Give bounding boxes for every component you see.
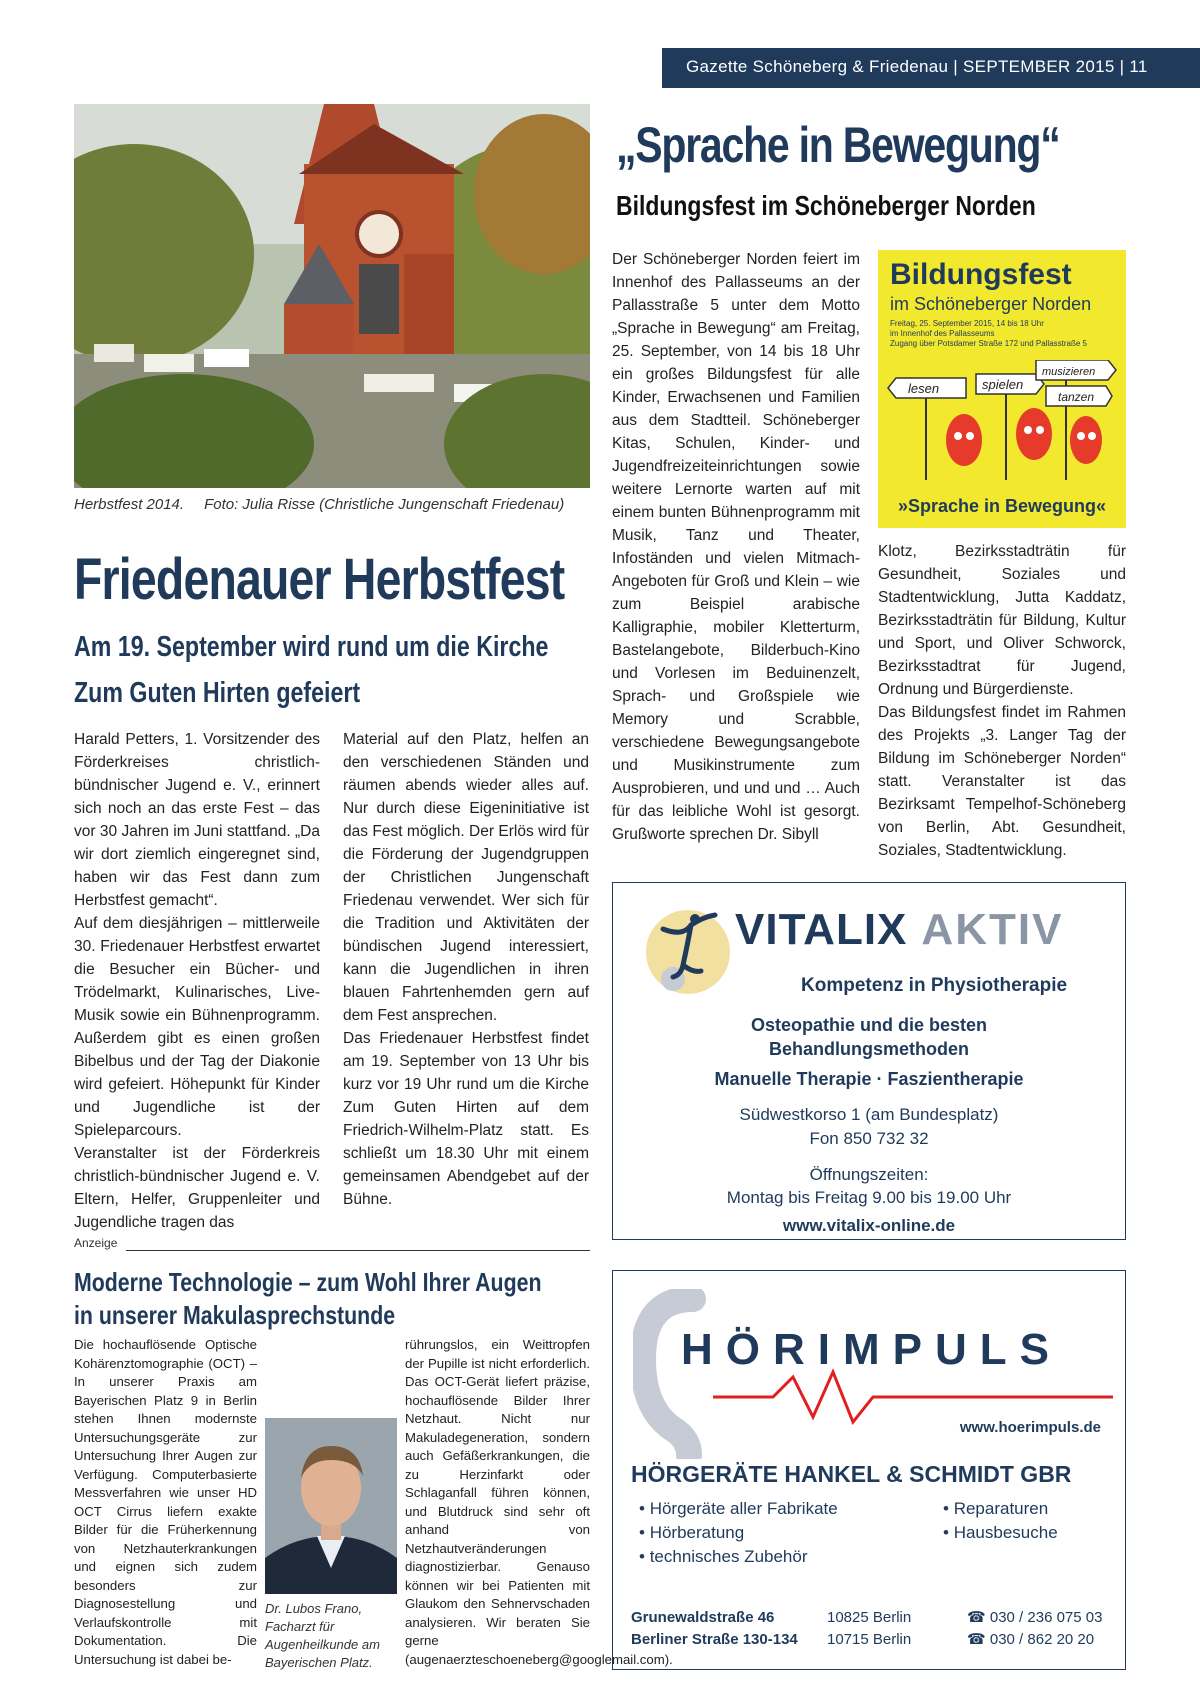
ad-divider [126, 1250, 590, 1251]
poster-info [890, 319, 1120, 349]
hoer-phones [967, 1607, 1102, 1651]
vitalix-web-link[interactable]: www.vitalix-online.de [782, 1216, 956, 1235]
list-item: • Hörgeräte aller Fabrikate [639, 1497, 838, 1521]
phone-2: ☎ 030 / 862 20 20 [967, 1631, 1095, 1648]
herbstfest-column-1 [74, 728, 320, 1234]
vitalix-tagline: Kompetenz in Physiotherapie [801, 975, 1068, 996]
article-column-1 [612, 248, 860, 846]
poster-illustration [886, 360, 1118, 490]
phone-1: ☎ 030 / 236 075 03 [967, 1609, 1103, 1626]
poster-access: Zugang über Potsdamer Straße 172 und Pallasstraße 5 [890, 339, 1087, 348]
paragraph: Der Schöneberger Norden feiert im Innenhof des Pallasseums an der Pallasstraße 5 unter dem Motto „Sprache in Bewegung“ am Freitag, 25. September, von 14 bis 18 Uhr ein großes Bildungsfest für alle Kinder, Erwachsenen und Familien aus dem Stadtteil. Schöneberger Kitas, Schulen, Kinder- und Jugendfreizeiteinrichtungen sowie weitere Lernorte warten auf mit einem bunten Bühnenprogramm mit Musik, Tanz und Theater, Infoständen und vielen Mitmach-Angeboten für Groß und Klein – wie zum Beispiel arabische Kalligraphie, mobiler Kletterturm, Bastelangebote, Bilderbuch-Kino und Vorlesen im Beduinenzelt, Sprach- und Großspiele wie Memory und Scrabble, verschiedene Bewegungsangebote und Musikinstrumente zum Ausprobieren, und und und … Auch für das leibliche Wohl ist gesorgt. Grußworte sprechen Dr. Sibyll [612, 251, 860, 843]
article-column-2 [878, 540, 1126, 862]
poster-place: im Innenhof des Pallasseums [890, 329, 995, 338]
article-title: „Sprache in Bewegung“ [616, 117, 1060, 173]
paragraph: Die hochauflösende Optische Kohärenztomographie (OCT) – In unserer Praxis am Bayerischen Platz 9 in Berlin stehen Ihnen modernste Untersuchungsgeräte zur Untersuchung Ihrer Augen zur Verfügung. Computerbasierte Messverfahren wie unser HD OCT Cirrus liefern exakte Bilder für die Früherkennung von Netzhauterkrankungen und eignen sich zudem besonders zur Diagnosestellung und Verlaufskontrolle mit Dokumentation. Die Untersuchung ist dabei be- [74, 1337, 257, 1667]
sign-tanzen: tanzen [1058, 390, 1095, 404]
hoerimpuls-web-link[interactable]: www.hoerimpuls.de [959, 1419, 1101, 1436]
hoer-streets [631, 1607, 798, 1651]
ad-title: Moderne Technologie – zum Wohl Ihrer Augen in unserer Makulasprechstunde [74, 1267, 542, 1330]
paragraph: Material auf den Platz, helfen an den verschiedenen Ständen und räumen abends wieder alles auf. Nur durch diese Eigeninitiative ist das Fest möglich. Der Erlös wird für die Förderung der Jugendgruppen der Christlichen Jungenschaft Friedenau verwendet. Wer sich für die Tradition und Aktivitäten der bündischen Jugend interessiert, kann die Jugendlichen in ihren blauen Fahrtenhemden gern auf dem Fest ansprechen. [343, 731, 589, 1024]
vitalix-hours: Montag bis Freitag 9.00 bis 19.00 Uhr [726, 1188, 1012, 1207]
photo-caption [74, 496, 564, 513]
paragraph: rührungslos, ein Weittropfen der Pupille ist nicht erforderlich. Das OCT-Gerät liefert präzise, hochauflösende Bilder Ihrer Netzhaut. Nicht nur Makuladegeneration, sondern auch Gefäßerkrankungen, die zu Herzinfarkt oder Schlaganfall führen können, und Blutdruck sind sehr oft anhand von Netzhautveränderungen diagnostizierbar. Genauso können wir bei Patienten mit Glaukom den Sehnervschaden analysieren. Wir beraten Sie gerne (augenaerzteschoeneberg@googlemail.com). [405, 1337, 673, 1667]
header-bar [662, 48, 1200, 88]
paragraph: Klotz, Bezirksstadträtin für Gesundheit, Soziales und Stadtentwicklung, Jutta Kaddatz, Bezirksstadträtin für Bildung, Kultur und Sport, und Oliver Schworck, Bezirksstadtrat für Jugend, Ordnung und Bürgerdienste. [878, 543, 1126, 698]
hoerimpuls-firm: HÖRGERÄTE HANKEL & SCHMIDT GBR [631, 1461, 1072, 1487]
vitalix-name-aktiv: AKTIV [921, 905, 1064, 954]
article-subtitle: Bildungsfest im Schöneberger Norden [616, 190, 1036, 221]
vitalix-line1: Osteopathie und die besten [750, 1015, 988, 1035]
herbstfest-column-2 [343, 728, 589, 1211]
doctor-photo [265, 1418, 397, 1594]
paragraph: Auf dem diesjährigen – mittlerweile 30. Friedenauer Herbstfest erwartet die Besucher ein Bücher- und Trödelmarkt, Kulinarisches, Live-Musik sowie ein Bühnenprogramm. Außerdem gibt es einen großen Bibelbus und der Tag der Diakonie wird gefeiert. Höhepunkt für Kinder und Jugendliche ist der Spieleparcours. [74, 915, 320, 1139]
vitalix-line2: Behandlungsmethoden [768, 1039, 969, 1059]
ad-column-1 [74, 1336, 257, 1669]
sign-lesen: lesen [908, 381, 940, 396]
vitalix-name-main: VITALIX [735, 905, 908, 954]
hoerimpuls-brand: HÖRIMPULS [681, 1325, 1062, 1374]
caption-text: Herbstfest 2014. [74, 496, 185, 513]
vitalix-address: Südwestkorso 1 (am Bundesplatz) [739, 1105, 999, 1124]
paragraph: Harald Petters, 1. Vorsitzender des Förderkreises christlich-bündnischer Jugend e. V., erinnert sich noch an das erste Fest – das vor 30 Jahren im Juni stattfand. „Da wir dort ziemlich eingeregnet sind, haben wir das Fest dann zum Herbstfest gemacht“. [74, 731, 320, 909]
vitalix-hours-label: Öffnungszeiten: [809, 1165, 929, 1184]
header-text: Gazette Schöneberg & Friedenau | SEPTEMBER 2015 | 11 [686, 57, 1148, 76]
poster-subtitle: im Schöneberger Norden [890, 294, 1092, 314]
doctor-caption [265, 1600, 395, 1672]
poster-date: Freitag, 25. September 2015, 14 bis 18 Uhr [890, 319, 1044, 328]
sign-musizieren: musizieren [1042, 366, 1096, 378]
paragraph: Das Bildungsfest findet im Rahmen des Projekts „3. Langer Tag der Bildung im Schöneberger Norden“ statt. Veranstalter ist das Bezirksamt Tempelhof-Schöneberg von Berlin, Abt. Gesundheit, Soziales, Stadtentwicklung. [878, 704, 1126, 859]
list-item: • Hausbesuche [943, 1521, 1058, 1545]
street-2: Berliner Straße 130-134 [631, 1631, 798, 1648]
list-item: • Reparaturen [943, 1497, 1058, 1521]
hoerimpuls-ad [612, 1270, 1126, 1670]
vitalix-line3: Manuelle Therapie · Faszientherapie [714, 1069, 1024, 1089]
poster-title: Bildungsfest [890, 258, 1072, 291]
herbstfest-title: Friedenauer Herbstfest [74, 547, 565, 612]
doctor-caption-text: Dr. Lubos Frano, Facharzt für Augenheilkunde am Bayerischen Platz. [265, 1601, 380, 1670]
herbstfest-subtitle: Am 19. September wird rund um die Kirche Zum Guten Hirten gefeiert [74, 631, 549, 709]
photo-credit: Foto: Julia Risse (Christliche Jungenschaft Friedenau) [204, 496, 565, 513]
vitalix-phone: Fon 850 732 32 [809, 1129, 929, 1148]
services-list-left [639, 1497, 838, 1569]
services-list-right [943, 1497, 1058, 1545]
ad-column-2 [405, 1336, 673, 1669]
pulse-line-icon [713, 1367, 1113, 1427]
paragraph: Veranstalter ist der Förderkreis christlich-bündnischer Jugend e. V. Eltern, Helfer, Gruppenleiter und Jugendliche tragen das [74, 1145, 320, 1231]
vitalix-ad [612, 882, 1126, 1240]
list-item: • technisches Zubehör [639, 1545, 838, 1569]
vitalix-logo-icon [643, 907, 733, 997]
city-2: 10715 Berlin [827, 1631, 912, 1648]
poster-motto: »Sprache in Bewegung« [897, 496, 1107, 516]
bildungsfest-poster [878, 250, 1126, 528]
vitalix-name [735, 905, 1063, 955]
ad-label: Anzeige [74, 1236, 118, 1250]
church-photo [74, 104, 590, 488]
paragraph: Das Friedenauer Herbstfest findet am 19. September von 13 Uhr bis kurz vor 19 Uhr rund um die Kirche Zum Guten Hirten auf dem Friedrich-Wilhelm-Platz statt. Es schließt um 18.30 Uhr mit einem gemeinsamen Abendgebet auf der Bühne. [343, 1030, 589, 1208]
street-1: Grunewaldstraße 46 [631, 1609, 775, 1626]
sign-spielen: spielen [982, 377, 1024, 392]
hoer-cities [827, 1607, 911, 1651]
list-item: • Hörberatung [639, 1521, 838, 1545]
city-1: 10825 Berlin [827, 1609, 912, 1626]
